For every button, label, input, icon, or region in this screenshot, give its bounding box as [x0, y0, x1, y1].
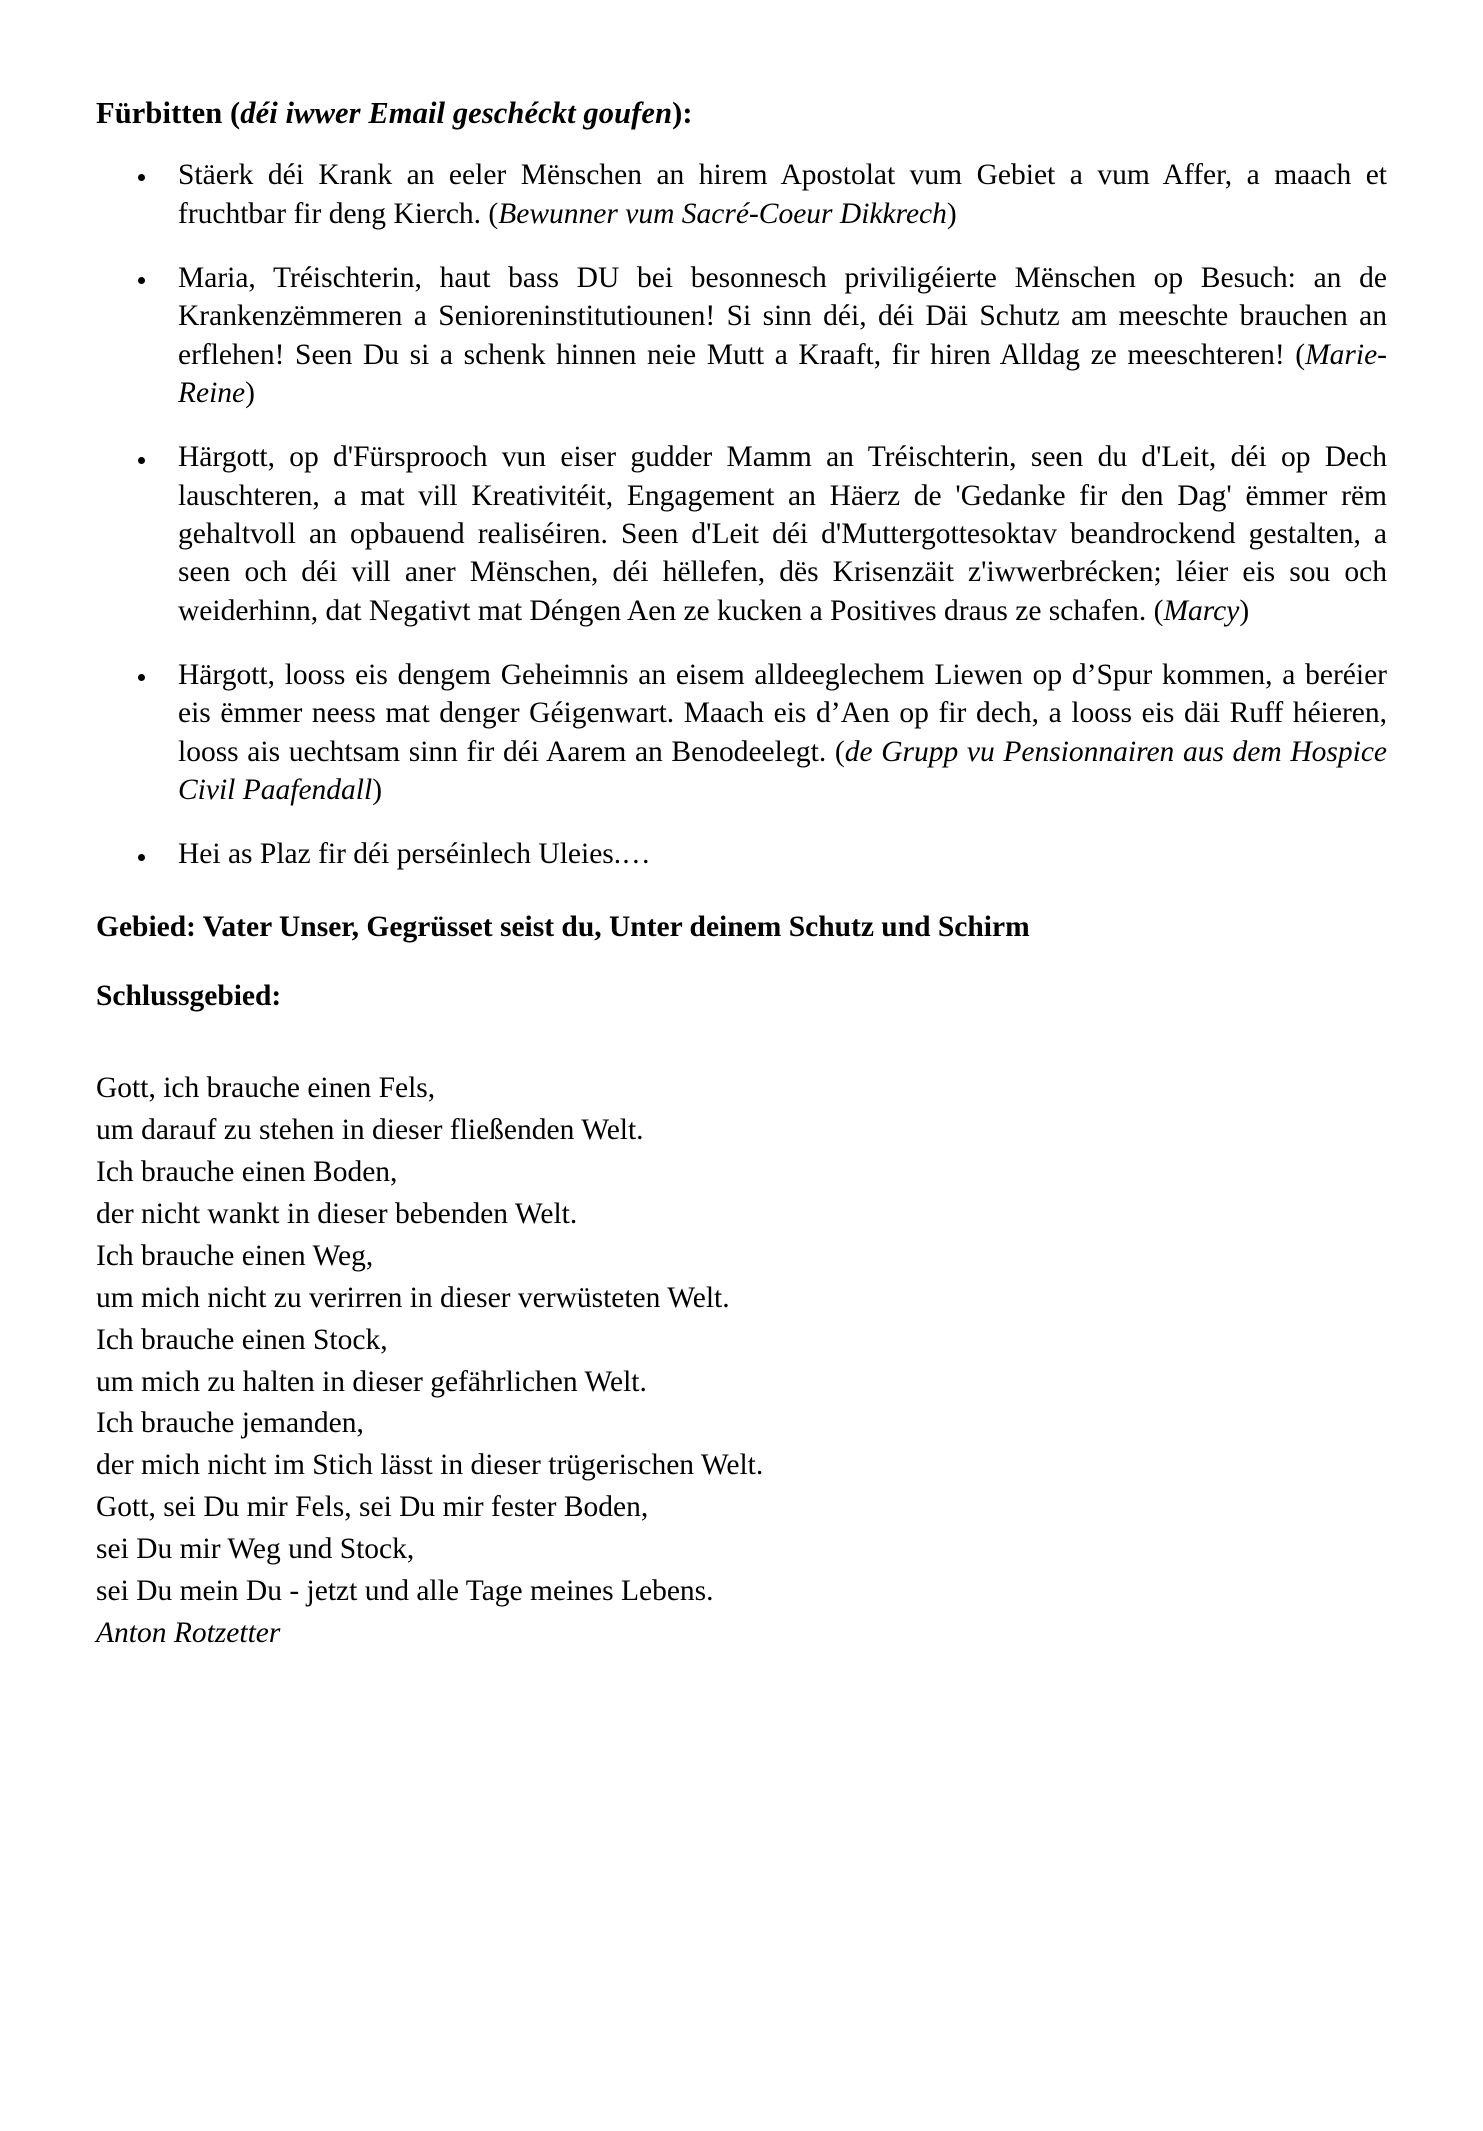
page-title: [96, 96, 1387, 130]
poem-line: Ich brauche einen Weg,: [96, 1239, 374, 1272]
list-item-body: Hei as Plaz fir déi perséinlech Uleies.…: [178, 838, 651, 871]
bullet-icon: [138, 174, 145, 181]
schlussgebied-heading: Schlussgebied:: [96, 980, 282, 1013]
poem-line: Ich brauche einen Stock,: [96, 1323, 388, 1356]
bullet-icon: [138, 277, 145, 284]
list-item: [96, 835, 1387, 873]
bullet-icon: [138, 457, 145, 464]
poem-line: Ich brauche einen Boden,: [96, 1156, 398, 1189]
list-item-body: Stäerk déi Krank an eeler Mënschen an hirem Apostolat vum Gebiet a vum Affer, a maach et fruchtbar fir deng Kierch. (: [178, 159, 1387, 230]
list-item-text: [178, 159, 1387, 229]
page-title-italic: déi iwwer Email geschéckt goufen: [240, 96, 673, 130]
page-title-prefix: Fürbitten (: [96, 96, 241, 130]
list-item-body: Härgott, looss eis dengem Geheimnis an eisem alldeeglechem Liewen op d’Spur kommen, a beréier eis ëmmer neess mat denger Géigenwart. Maach eis d’Aen op fir dech, a looss eis däi Ruff héieren, looss ais uechtsam sinn fir déi Aarem an Benodeelegt. (: [178, 658, 1387, 768]
poem-line: um mich nicht zu verirren in dieser verwüsteten Welt.: [96, 1281, 730, 1314]
poem-author: Anton Rotzetter: [96, 1616, 281, 1649]
closing-prayer-poem: [96, 1068, 1387, 1654]
list-item: [96, 438, 1387, 630]
list-item-text: [178, 441, 1387, 626]
poem-line: um darauf zu stehen in dieser fließenden Welt.: [96, 1114, 644, 1147]
page-title-suffix: ):: [672, 96, 693, 130]
list-item-source: Marie-Reine: [178, 338, 1387, 409]
poem-line: sei Du mein Du - jetzt und alle Tage meines Lebens.: [96, 1574, 714, 1607]
list-item-body: Härgott, op d'Fürsprooch vun eiser gudder Mamm an Tréischterin, seen du d'Leit, déi op Dech lauschteren, a mat vill Kreativitéit, Engagement an Häerz de 'Gedanke fir den Dag' ëmmer rëm gehaltvoll an opbauend realiséiren. Seen d'Leit déi d'Muttergottesoktav beandrockend gestalten, a seen och déi vill aner Mënschen, déi hëllefen, dës Krisenzäit z'iwwerbrécken; léier eis sou och weiderhinn, dat Negativt mat Déngen Aen ze kucken a Positives draus ze schafen. (: [178, 441, 1387, 627]
list-item-tail: ): [946, 197, 957, 230]
poem-line: der nicht wankt in dieser bebenden Welt.: [96, 1198, 578, 1231]
gebied-heading: Gebied: Vater Unser, Gegrüsset seist du, Unter deinem Schutz und Schirm: [96, 910, 1030, 943]
list-item-tail: ): [372, 773, 383, 806]
list-item-body: Maria, Tréischterin, haut bass DU bei besonnesch priviligéierte Mënschen op Besuch: an de Krankenzëmmeren a Senioreninstitutiounen! Si sinn déi, déi Däi Schutz am meeschte brauchen an erflehen! Seen Du si a schenk hinnen neie Mutt a Kraaft, fir hiren Alldag ze meeschteren! (: [178, 261, 1387, 371]
list-item-tail: ): [245, 376, 255, 409]
list-item-text: [178, 659, 1387, 806]
list-item-source: Marcy: [1163, 594, 1240, 627]
poem-line: Gott, sei Du mir Fels, sei Du mir fester Boden,: [96, 1491, 649, 1524]
poem-line: um mich zu halten in dieser gefährlichen Welt.: [96, 1365, 647, 1398]
list-item-text: [178, 838, 651, 870]
list-item: [96, 656, 1387, 809]
poem-line: Ich brauche jemanden,: [96, 1407, 364, 1440]
poem-line: sei Du mir Weg und Stock,: [96, 1533, 415, 1566]
list-item-source: de Grupp vu Pensionnairen aus dem Hospice Civil Paafendall: [178, 735, 1387, 806]
bullet-icon: [138, 674, 145, 681]
list-item: [96, 156, 1387, 233]
list-item: [96, 259, 1387, 412]
list-item-tail: ): [1239, 594, 1250, 627]
poem-line: der mich nicht im Stich lässt in dieser trügerischen Welt.: [96, 1449, 764, 1482]
bullet-icon: [138, 854, 145, 861]
list-item-source: Bewunner vum Sacré-Coeur Dikkrech: [498, 197, 947, 230]
list-item-text: [178, 262, 1387, 409]
intercessions-list: [96, 156, 1387, 874]
poem-line: Gott, ich brauche einen Fels,: [96, 1072, 436, 1105]
